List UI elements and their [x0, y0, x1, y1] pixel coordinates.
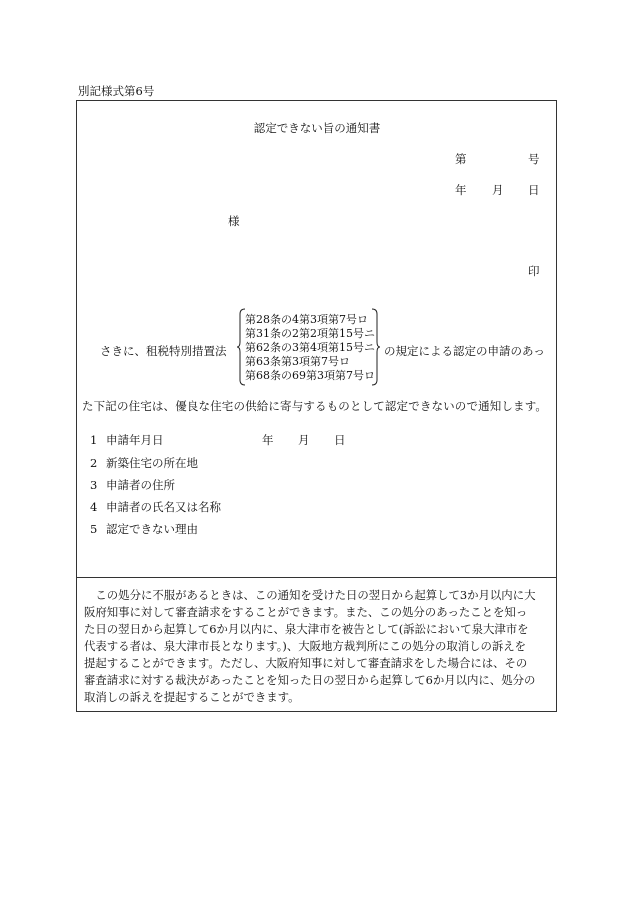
addressee-suffix: 様: [228, 214, 240, 228]
body-second-line: た下記の住宅は、優良な住宅の供給に寄与するものとして認定できないので通知します。: [82, 399, 548, 413]
provision-line: 第62条の3第4項第15号ニ: [245, 341, 375, 354]
notice-line: この処分に不服があるときは、この通知を受けた日の翌日から起算して3か月以内に大: [84, 588, 536, 602]
application-date-day: 日: [334, 433, 346, 447]
application-date-month: 月: [298, 433, 310, 447]
date-year: 年: [455, 183, 467, 197]
body-lead-text: さきに、租税特別措置法: [100, 344, 227, 358]
number-suffix: 号: [528, 152, 540, 166]
notice-line: 審査請求に対する裁決があったことを知った日の翌日から起算して6か月以内に、処分の: [84, 673, 536, 687]
body-tail-text: の規定による認定の申請のあっ: [384, 344, 545, 358]
application-date-year: 年: [262, 433, 274, 447]
notice-line: 阪府知事に対して審査請求をすることができます。また、この処分のあったことを知っ: [84, 605, 528, 619]
date-day: 日: [528, 183, 540, 197]
date-month: 月: [492, 183, 504, 197]
item-label: 申請者の住所: [106, 478, 175, 492]
document-title: 認定できない旨の通知書: [253, 121, 381, 135]
form-number-label: 別記様式第6号: [78, 84, 155, 98]
item-number: 2: [90, 456, 98, 470]
provision-line: 第63条第3項第7号ロ: [245, 355, 350, 368]
item-label: 認定できない理由: [106, 522, 198, 536]
section-divider: [76, 577, 556, 578]
item-label: 新築住宅の所在地: [106, 456, 198, 470]
seal-mark: 印: [528, 264, 540, 278]
item-label: 申請年月日: [106, 433, 164, 447]
provision-line: 第28条の4第3項第7号ロ: [245, 313, 368, 326]
item-label: 申請者の氏名又は名称: [106, 500, 221, 514]
item-number: 1: [90, 433, 98, 447]
item-number: 3: [90, 478, 98, 492]
item-number: 4: [90, 500, 98, 514]
notice-line: 提起することができます。ただし、大阪府知事に対して審査請求をした場合には、その: [84, 656, 528, 670]
notice-line: 代表する者は、泉大津市長となります。)、大阪地方裁判所にこの処分の取消しの訴えを: [84, 639, 527, 653]
number-prefix: 第: [455, 152, 467, 166]
notice-line: 取消しの訴えを提起することができます。: [84, 690, 300, 704]
provision-line: 第31条の2第2項第15号ニ: [245, 327, 375, 340]
provision-line: 第68条の69第3項第7号ロ: [245, 369, 375, 382]
notice-line: た日の翌日から起算して6か月以内に、泉大津市を被告として(訴訟において泉大津市を: [84, 622, 529, 636]
item-number: 5: [90, 522, 98, 536]
